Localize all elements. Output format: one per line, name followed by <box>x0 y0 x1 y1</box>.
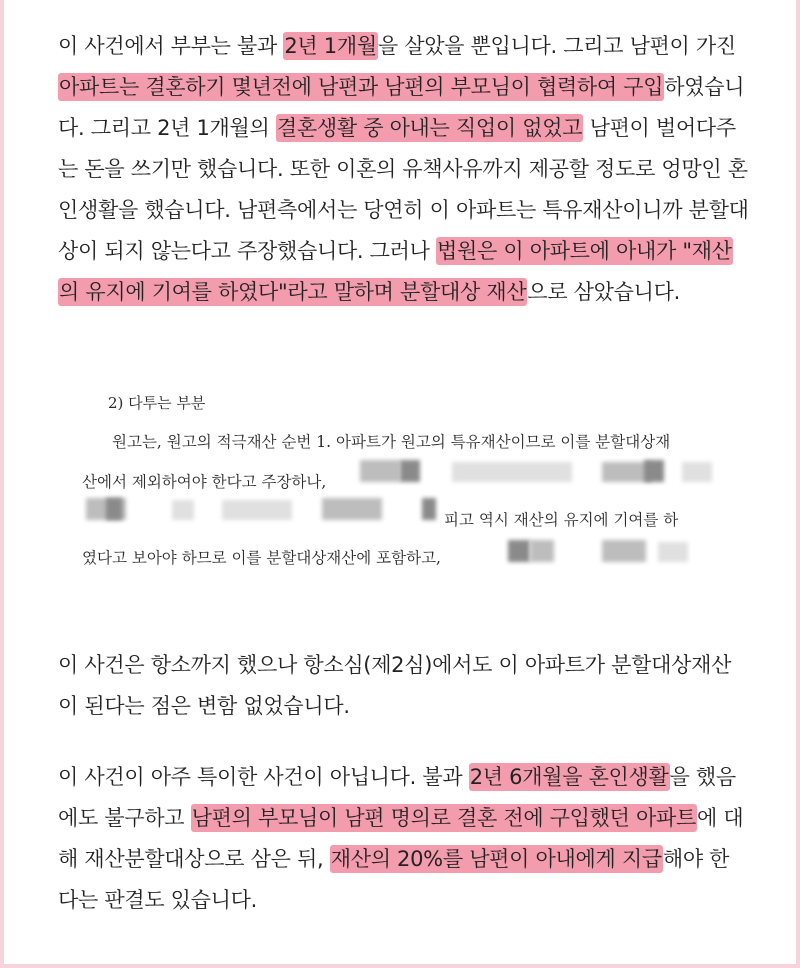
p2-line-1: 이 사건은 항소까지 했으나 항소심(제2심)에서도 이 아파트가 분할대상재산 <box>58 653 732 677</box>
right-border <box>796 0 800 968</box>
redacted-block <box>658 542 688 562</box>
excerpt-heading: 2) 다투는 부분 <box>108 394 206 412</box>
redacted-block <box>508 540 530 562</box>
highlight: 의 유지에 기여를 하였다"라고 말하며 분할대상 재산 <box>59 280 527 304</box>
excerpt-line-2: 산에서 제외하여야 한다고 주장하나, <box>82 473 327 491</box>
redacted-block <box>682 462 712 482</box>
paragraph-3 <box>58 757 758 921</box>
redacted-block <box>322 498 382 520</box>
redacted-block <box>452 462 572 482</box>
paragraph-1 <box>58 26 758 313</box>
p1-line-5: 인생활을 했습니다. 남편측에서는 당연히 이 아파트는 특유재산이니까 분할대 <box>58 198 749 222</box>
redacted-block <box>106 498 122 520</box>
redacted-block <box>602 540 646 562</box>
p3-line-3: 해 재산분할대상으로 삼은 뒤, 재산의 20%를 남편이 아내에게 지급해야 한 <box>58 847 730 871</box>
highlight: 재산의 20%를 남편이 아내에게 지급 <box>330 847 662 871</box>
redacted-block <box>222 500 292 520</box>
left-border <box>0 0 4 968</box>
highlight: 결혼생활 중 아내는 직업이 없었고 <box>276 116 583 140</box>
highlight: 2년 1개월 <box>284 34 377 58</box>
redacted-block <box>422 498 436 520</box>
p1-line-4: 는 돈을 쓰기만 했습니다. 또한 이혼의 유책사유까지 제공할 정도로 엉망인 혼 <box>58 157 748 181</box>
excerpt-line-3: 피고 역시 재산의 유지에 기여를 하 <box>444 511 679 529</box>
p1-line-2: 아파트는 결혼하기 몇년전에 남편과 남편의 부모님이 협력하여 구입하였습니 <box>59 75 745 99</box>
p2-line-2: 이 된다는 점은 변함 없었습니다. <box>58 694 350 718</box>
excerpt-line-4: 였다고 보아야 하므로 이를 분할대상재산에 포함하고, <box>82 549 441 567</box>
p3-line-1: 이 사건이 아주 특이한 사건이 아닙니다. 불과 2년 6개월을 혼인생활을 했음 <box>58 765 736 789</box>
court-document-excerpt <box>82 380 722 580</box>
p1-line-3: 다. 그리고 2년 1개월의 결혼생활 중 아내는 직업이 없었고 남편이 벌어다주 <box>58 116 736 140</box>
paragraph-2 <box>58 645 758 727</box>
highlight: 아파트는 결혼하기 몇년전에 남편과 남편의 부모님이 협력하여 구입 <box>59 75 664 99</box>
excerpt-line-1: 원고는, 원고의 적극재산 순번 1. 아파트가 원고의 특유재산이므로 이를 분할대상재 <box>112 433 671 451</box>
bottom-border <box>0 964 800 968</box>
p3-line-2: 에도 불구하고 남편의 부모님이 남편 명의로 결혼 전에 구입했던 아파트에 대 <box>58 806 744 830</box>
redacted-block <box>530 540 554 562</box>
redacted-block <box>400 460 420 482</box>
p1-line-7: 의 유지에 기여를 하였다"라고 말하며 분할대상 재산으로 삼았습니다. <box>59 280 680 304</box>
p1-line-6: 상이 되지 않는다고 주장했습니다. 그러나 법원은 이 아파트에 아내가 "재산 <box>58 239 732 263</box>
highlight: 2년 6개월을 혼인생활 <box>469 765 669 789</box>
highlight: 남편의 부모님이 남편 명의로 결혼 전에 구입했던 아파트 <box>191 806 696 830</box>
p3-line-4: 다는 판결도 있습니다. <box>58 888 257 912</box>
p1-line-1: 이 사건에서 부부는 불과 2년 1개월을 살았을 뿐입니다. 그리고 남편이 가진 <box>58 34 736 58</box>
redacted-block <box>172 500 194 520</box>
redacted-block <box>644 460 664 482</box>
redacted-block <box>360 460 400 482</box>
highlight: 법원은 이 아파트에 아내가 "재산 <box>437 239 732 263</box>
